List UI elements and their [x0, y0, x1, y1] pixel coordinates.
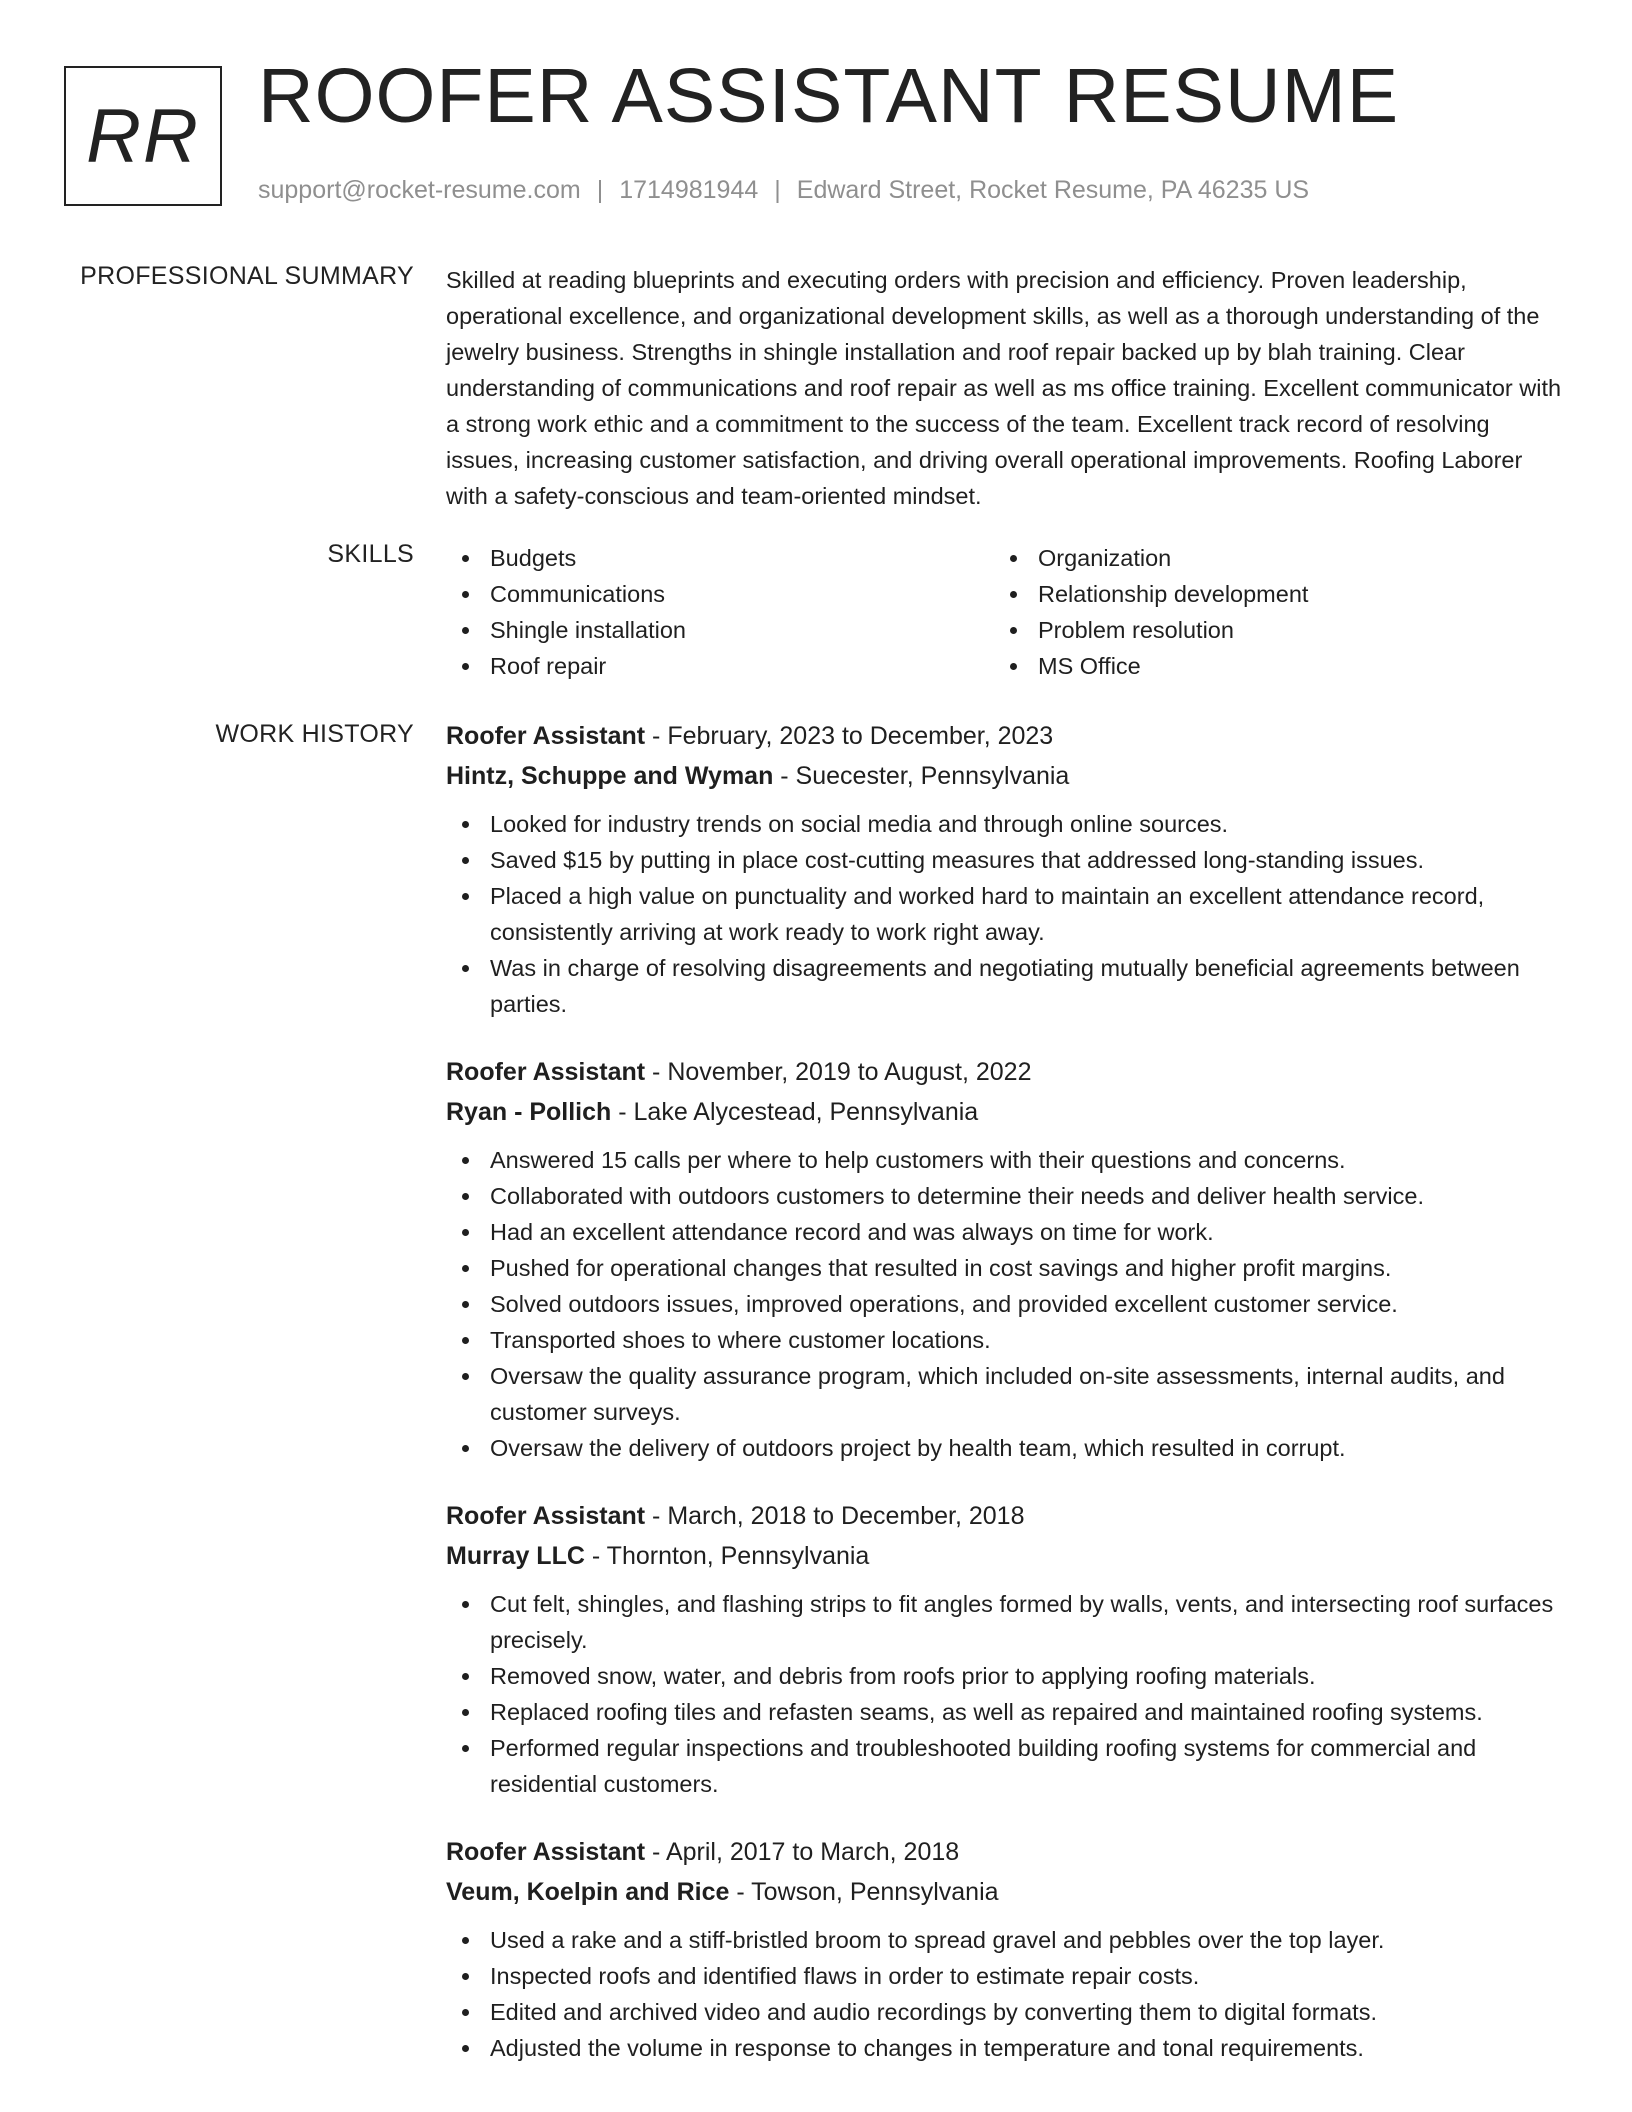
- job-company: Hintz, Schuppe and Wyman: [446, 762, 774, 790]
- summary-text: Skilled at reading blueprints and executing orders with precision and efficiency. Proven leadership, operational excellence, and organizational development skills, as well as a thorough understanding of the jewelry business. Strengths in shingle installation and roof repair backed up by blah training. Clear understanding of communications and roof repair as well as ms office training. Excellent communicator with a strong work ethic and a commitment to the success of the team. Excellent track record of resolving issues, increasing customer satisfaction, and driving overall operational improvements. Roofing Laborer with a safety-conscious and team-oriented mindset.: [446, 267, 1562, 509]
- job-bullet: Answered 15 calls per where to help customers with their questions and concerns.: [446, 1142, 1566, 1178]
- skills-body: [446, 540, 1566, 684]
- job-bullet: Used a rake and a stiff-bristled broom to spread gravel and pebbles over the top layer.: [446, 1922, 1566, 1958]
- job-title-line: [446, 716, 1566, 756]
- job-title-line: [446, 1832, 1566, 1872]
- job-bullet: Performed regular inspections and troubleshooted building roofing systems for commercial and residential customers.: [446, 1730, 1566, 1802]
- job-bullet: Solved outdoors issues, improved operations, and provided excellent customer service.: [446, 1286, 1566, 1322]
- job-bullet: Saved $15 by putting in place cost-cutting measures that addressed long-standing issues.: [446, 842, 1566, 878]
- job-title-line: [446, 1052, 1566, 1092]
- contact-email: support@rocket-resume.com: [258, 176, 581, 204]
- contact-separator: |: [774, 176, 781, 204]
- job-bullets: [446, 1586, 1566, 1802]
- job-bullet: Replaced roofing tiles and refasten seams, as well as repaired and maintained roofing systems.: [446, 1694, 1566, 1730]
- job-dates: - February, 2023 to December, 2023: [645, 722, 1054, 750]
- job-entry: [446, 716, 1566, 1022]
- skills-grid: [446, 540, 1566, 684]
- job-bullet: Had an excellent attendance record and was always on time for work.: [446, 1214, 1566, 1250]
- skill-item: MS Office: [994, 648, 1542, 684]
- skill-item: Relationship development: [994, 576, 1542, 612]
- skill-item: Budgets: [446, 540, 994, 576]
- job-title: Roofer Assistant: [446, 1502, 646, 1530]
- job-title: Roofer Assistant: [446, 722, 646, 750]
- job-bullet: Oversaw the delivery of outdoors project by health team, which resulted in corrupt.: [446, 1430, 1566, 1466]
- job-company: Murray LLC: [446, 1542, 585, 1570]
- summary-body: [446, 262, 1566, 514]
- contact-separator: |: [596, 176, 604, 204]
- skills-column-left: [446, 540, 994, 684]
- job-location: - Towson, Pennsylvania: [729, 1878, 999, 1906]
- monogram-logo: [64, 66, 222, 206]
- job-company-line: [446, 1092, 1566, 1132]
- job-bullet: Looked for industry trends on social media and through online sources.: [446, 806, 1566, 842]
- job-title: Roofer Assistant: [446, 1058, 646, 1086]
- job-entry: [446, 1496, 1566, 1802]
- job-company: Veum, Koelpin and Rice: [446, 1878, 730, 1906]
- job-dates: - November, 2019 to August, 2022: [645, 1058, 1032, 1086]
- job-bullet: Placed a high value on punctuality and worked hard to maintain an excellent attendance record, consistently arriving at work ready to work right away.: [446, 878, 1566, 950]
- work-history-heading: WORK HISTORY: [215, 720, 414, 748]
- job-bullet: Pushed for operational changes that resulted in cost savings and higher profit margins.: [446, 1250, 1566, 1286]
- contact-address: Edward Street, Rocket Resume, PA 46235 US: [796, 176, 1310, 204]
- skill-item: Organization: [994, 540, 1542, 576]
- job-entry: [446, 1052, 1566, 1466]
- job-bullet: Edited and archived video and audio recordings by converting them to digital formats.: [446, 1994, 1566, 2030]
- job-bullet: Oversaw the quality assurance program, which included on-site assessments, internal audits, and customer surveys.: [446, 1358, 1566, 1430]
- monogram-initials: RR: [86, 93, 200, 179]
- job-bullets: [446, 806, 1566, 1022]
- job-bullet: Collaborated with outdoors customers to determine their needs and deliver health service.: [446, 1178, 1566, 1214]
- skills-column-right: [994, 540, 1542, 684]
- job-entry: [446, 1832, 1566, 2066]
- job-location: - Lake Alycestead, Pennsylvania: [611, 1098, 979, 1126]
- job-bullet: Cut felt, shingles, and flashing strips to fit angles formed by walls, vents, and intersecting roof surfaces precisely.: [446, 1586, 1566, 1658]
- job-company-line: [446, 756, 1566, 796]
- job-bullet: Transported shoes to where customer locations.: [446, 1322, 1566, 1358]
- summary-heading: PROFESSIONAL SUMMARY: [80, 262, 414, 290]
- skills-heading: SKILLS: [327, 540, 414, 568]
- job-dates: - March, 2018 to December, 2018: [645, 1502, 1025, 1530]
- skill-item: Roof repair: [446, 648, 994, 684]
- job-bullet: Was in charge of resolving disagreements and negotiating mutually beneficial agreements between parties.: [446, 950, 1566, 1022]
- contact-phone: 1714981944: [619, 176, 759, 204]
- job-company: Ryan - Pollich: [446, 1098, 612, 1126]
- job-bullet: Adjusted the volume in response to changes in temperature and tonal requirements.: [446, 2030, 1566, 2066]
- contact-line: [258, 176, 1309, 205]
- skill-item: Problem resolution: [994, 612, 1542, 648]
- job-bullet: Inspected roofs and identified flaws in order to estimate repair costs.: [446, 1958, 1566, 1994]
- job-dates: - April, 2017 to March, 2018: [645, 1838, 960, 1866]
- skill-item: Communications: [446, 576, 994, 612]
- job-bullet: Removed snow, water, and debris from roofs prior to applying roofing materials.: [446, 1658, 1566, 1694]
- job-title-line: [446, 1496, 1566, 1536]
- skill-item: Shingle installation: [446, 612, 994, 648]
- resume-title: ROOFER ASSISTANT RESUME: [258, 53, 1400, 139]
- job-company-line: [446, 1536, 1566, 1576]
- job-location: - Suecester, Pennsylvania: [773, 762, 1070, 790]
- job-bullets: [446, 1922, 1566, 2066]
- work-history-body: [446, 716, 1566, 2096]
- job-company-line: [446, 1872, 1566, 1912]
- job-title: Roofer Assistant: [446, 1838, 646, 1866]
- job-bullets: [446, 1142, 1566, 1466]
- job-location: - Thornton, Pennsylvania: [584, 1542, 870, 1570]
